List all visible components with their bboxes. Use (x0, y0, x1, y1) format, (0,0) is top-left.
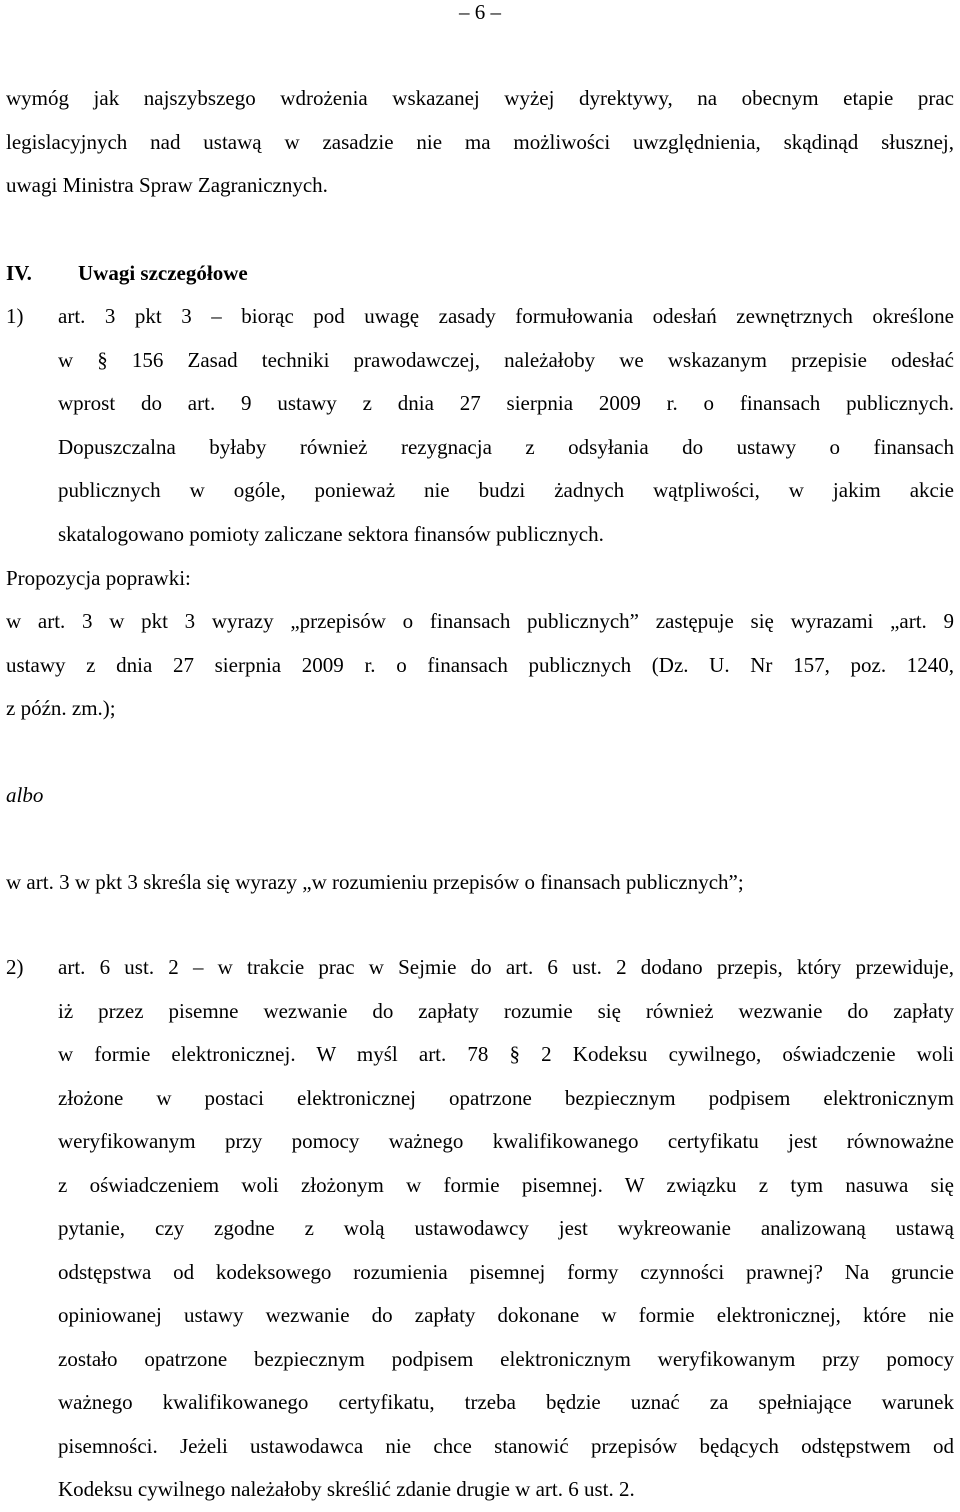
intro-line: wymóg jak najszybszego wdrożenia wskazanej wyżej dyrektywy, na obecnym etapie prac (6, 86, 954, 110)
intro-line: legislacyjnych nad ustawą w zasadzie nie ma możliwości uwzględnienia, skądinąd słusznej, (6, 129, 954, 154)
item-2-number: 2) (6, 955, 24, 979)
item-1-line: art. 3 pkt 3 – biorąc pod uwagę zasady formułowania odesłań zewnętrznych określone (58, 304, 954, 328)
proposal-line: z późn. zm.); (6, 696, 116, 720)
item-1-line: wprost do art. 9 ustawy z dnia 27 sierpnia 2009 r. o finansach publicznych. (58, 391, 954, 415)
item-2-line: złożone w postaci elektronicznej opatrzone bezpiecznym podpisem elektronicznym (58, 1085, 954, 1110)
intro-line: uwagi Ministra Spraw Zagranicznych. (6, 173, 328, 197)
proposal-line: w art. 3 w pkt 3 wyrazy „przepisów o finansach publicznych” zastępuje się wyrazami „art. 9 (6, 609, 954, 633)
section-title: Uwagi szczegółowe (78, 261, 248, 285)
item-2-line: pytanie, czy zgodne z wolą ustawodawcy jest wykreowanie analizowaną ustawą (58, 1216, 954, 1240)
section-heading (6, 255, 248, 291)
section-number: IV. (6, 261, 32, 285)
page-number: – 6 – (459, 0, 501, 24)
item-2-text (58, 946, 954, 1512)
item-2-line: opiniowanej ustawy wezwanie do zapłaty dokonane w formie elektronicznej, które nie (58, 1303, 954, 1327)
item-2-line: iż przez pisemne wezwanie do zapłaty rozumie się również wezwanie do zapłaty (58, 998, 954, 1023)
item-2-line: weryfikowanym przy pomocy ważnego kwalifikowanego certyfikatu jest równoważne (58, 1129, 954, 1153)
proposal-label: Propozycja poprawki: (6, 566, 191, 590)
proposal-line: ustawy z dnia 27 sierpnia 2009 r. o finansach publicznych (Dz. U. Nr 157, poz. 1240, (6, 652, 954, 677)
item-2-line: art. 6 ust. 2 – w trakcie prac w Sejmie do art. 6 ust. 2 dodano przepis, który przewiduje, (58, 955, 954, 979)
item-2-line: Kodeksu cywilnego należałoby skreślić zdanie drugie w art. 6 ust. 2. (58, 1477, 635, 1501)
item-1-line: w § 156 Zasad techniki prawodawczej, należałoby we wskazanym przepisie odesłać (58, 347, 954, 372)
item-2-line: ważnego kwalifikowanego certyfikatu, trzeba będzie uznać za spełniające warunek (58, 1390, 954, 1414)
item-2-line: z oświadczeniem woli złożonym w formie pisemnej. W związku z tym nasuwa się (58, 1172, 954, 1197)
alternative-line: w art. 3 w pkt 3 skreśla się wyrazy „w rozumieniu przepisów o finansach publicznych”; (6, 870, 744, 894)
proposal-text (6, 600, 954, 731)
item-2-line: w formie elektronicznej. W myśl art. 78 § 2 Kodeksu cywilnego, oświadczenie woli (58, 1042, 954, 1066)
item-2-line: pisemności. Jeżeli ustawodawca nie chce stanowić przepisów będących odstępstwem od (58, 1433, 954, 1458)
alternative-label: albo (6, 783, 44, 807)
intro-paragraph (6, 77, 954, 208)
item-1-line: skatalogowano pomioty zaliczane sektora finansów publicznych. (58, 521, 604, 546)
item-2-line: zostało opatrzone bezpiecznym podpisem elektronicznym weryfikowanym przy pomocy (58, 1346, 954, 1371)
item-1-line: Dopuszczalna byłaby również rezygnacja z odsyłania do ustawy o finansach (58, 434, 954, 459)
item-1-line: publicznych w ogóle, ponieważ nie budzi żadnych wątpliwości, w jakim akcie (58, 478, 954, 502)
item-2-line: odstępstwa od kodeksowego rozumienia pisemnej formy czynności prawnej? Na gruncie (58, 1259, 954, 1284)
item-1-number: 1) (6, 304, 24, 328)
item-1-text (58, 295, 954, 556)
